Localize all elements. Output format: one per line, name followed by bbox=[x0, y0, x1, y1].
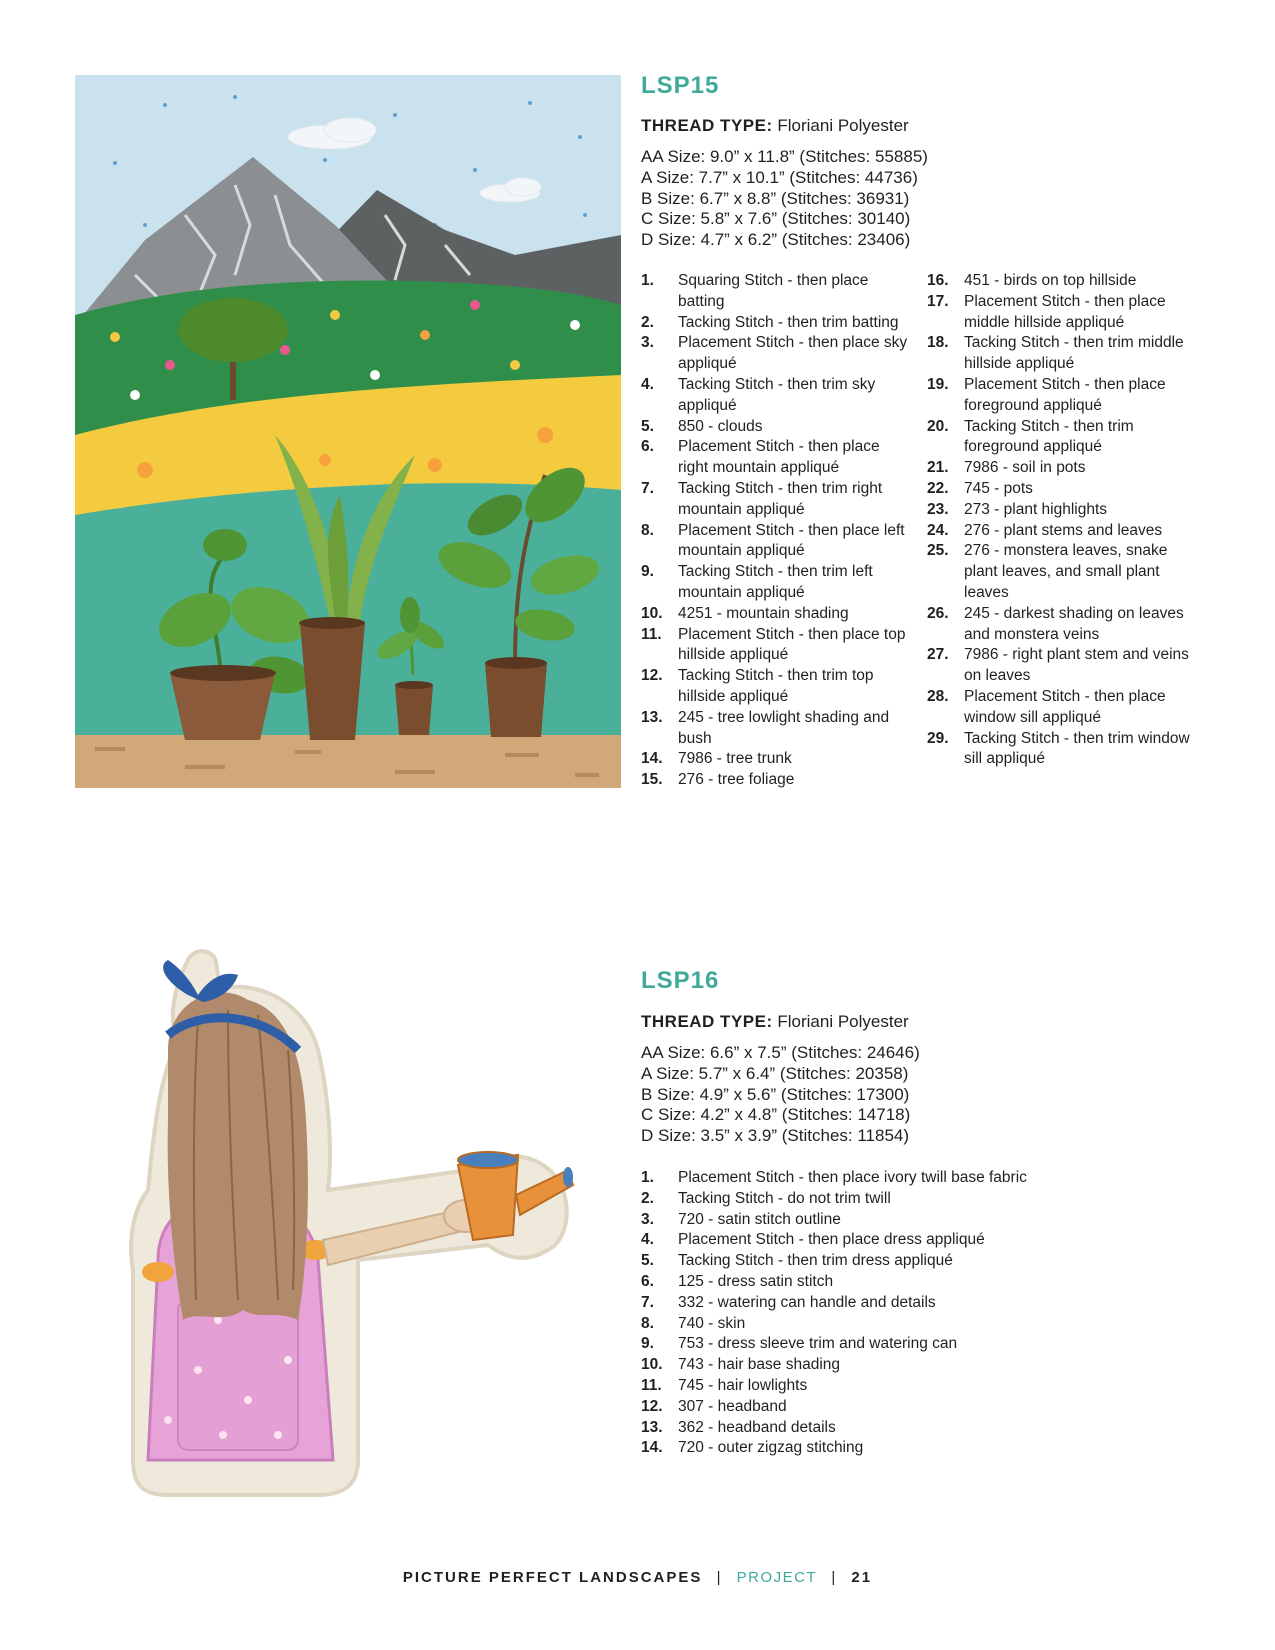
size-line: D Size: 4.7” x 6.2” (Stitches: 23406) bbox=[641, 230, 911, 250]
footer-separator: | bbox=[831, 1569, 838, 1586]
window-sill bbox=[75, 735, 621, 788]
list-item: 24. 276 - plant stems and leaves bbox=[927, 521, 1163, 539]
list-item: 2. Tacking Stitch - then trim batting bbox=[641, 313, 899, 331]
list-item: 29. Tacking Stitch - then trim window sill appliqué bbox=[927, 729, 1190, 768]
list-item: 26. 245 - darkest shading on leaves and monstera veins bbox=[927, 604, 1184, 643]
lsp15-sizes bbox=[641, 147, 928, 251]
lsp15-steps-left bbox=[641, 271, 909, 791]
lsp16-steps bbox=[641, 1168, 1201, 1459]
list-item: 7. Tacking Stitch - then trim right mountain appliqué bbox=[641, 479, 883, 518]
list-item: 25. 276 - monstera leaves, snake plant leaves, and small plant leaves bbox=[927, 542, 1168, 601]
list-item: 4. Placement Stitch - then place dress appliqué bbox=[641, 1231, 985, 1249]
size-line: B Size: 4.9” x 5.6” (Stitches: 17300) bbox=[641, 1084, 910, 1104]
list-item: 10. 743 - hair base shading bbox=[641, 1356, 841, 1374]
list-item: 11. Placement Stitch - then place top hillside appliqué bbox=[641, 625, 906, 664]
small-pot bbox=[395, 685, 433, 735]
right-pot bbox=[485, 663, 547, 737]
size-line: AA Size: 9.0” x 11.8” (Stitches: 55885) bbox=[641, 147, 928, 166]
landscape-embroidery-image bbox=[75, 75, 621, 788]
thread-type-label: THREAD TYPE: bbox=[641, 116, 773, 135]
lsp15-code: LSP15 bbox=[641, 72, 720, 99]
lsp16-code: LSP16 bbox=[641, 967, 720, 994]
lsp15-thread-type bbox=[641, 116, 909, 136]
left-sleeve-trim bbox=[142, 1262, 174, 1282]
lsp15-steps-right bbox=[927, 271, 1195, 770]
page-footer bbox=[0, 1569, 1275, 1586]
list-item: 1. Squaring Stitch - then place batting bbox=[641, 272, 869, 310]
lsp16-thread-type bbox=[641, 1012, 909, 1032]
list-item: 19. Placement Stitch - then place foreground appliqué bbox=[927, 375, 1166, 414]
size-line: C Size: 5.8” x 7.6” (Stitches: 30140) bbox=[641, 209, 911, 229]
list-item: 28. Placement Stitch - then place window sill appliqué bbox=[927, 687, 1166, 726]
list-item: 6. Placement Stitch - then place right mountain appliqué bbox=[641, 438, 880, 477]
list-item: 15. 276 - tree foliage bbox=[641, 771, 795, 789]
list-item: 5. 850 - clouds bbox=[641, 417, 763, 435]
tree-foliage bbox=[178, 298, 288, 362]
list-item: 4. Tacking Stitch - then trim sky appliqué bbox=[641, 375, 876, 414]
list-item: 13. 362 - headband details bbox=[641, 1418, 836, 1436]
list-item: 5. Tacking Stitch - then trim dress appliqué bbox=[641, 1252, 953, 1270]
page-number: 21 bbox=[851, 1569, 873, 1586]
list-item: 9. 753 - dress sleeve trim and watering can bbox=[641, 1335, 958, 1353]
thread-type-value: Floriani Polyester bbox=[777, 116, 909, 135]
list-item: 3. Placement Stitch - then place sky appliqué bbox=[641, 334, 908, 373]
list-item: 10. 4251 - mountain shading bbox=[641, 604, 849, 622]
size-line: C Size: 4.2” x 4.8” (Stitches: 14718) bbox=[641, 1105, 911, 1125]
thread-type-value: Floriani Polyester bbox=[777, 1012, 909, 1031]
list-item: 8. Placement Stitch - then place left mountain appliqué bbox=[641, 521, 905, 560]
list-item: 8. 740 - skin bbox=[641, 1314, 746, 1332]
list-item: 3. 720 - satin stitch outline bbox=[641, 1210, 841, 1228]
list-item: 2. Tacking Stitch - do not trim twill bbox=[641, 1189, 891, 1207]
girl-watering-can-embroidery-image bbox=[128, 940, 598, 1500]
footer-separator: | bbox=[716, 1569, 723, 1586]
list-item: 14. 720 - outer zigzag stitching bbox=[641, 1439, 864, 1457]
list-item: 14. 7986 - tree trunk bbox=[641, 750, 792, 768]
list-item: 22. 745 - pots bbox=[927, 479, 1033, 497]
list-item: 9. Tacking Stitch - then trim left mountain appliqué bbox=[641, 563, 873, 601]
bowl-pot bbox=[170, 673, 275, 740]
size-line: B Size: 6.7” x 8.8” (Stitches: 36931) bbox=[641, 188, 910, 208]
list-item: 23. 273 - plant highlights bbox=[927, 500, 1108, 518]
list-item: 12. Tacking Stitch - then trim top hillside appliqué bbox=[641, 667, 874, 705]
list-item: 21. 7986 - soil in pots bbox=[927, 459, 1086, 477]
list-item: 20. Tacking Stitch - then trim foreground appliqué bbox=[927, 417, 1134, 456]
list-item: 6. 125 - dress satin stitch bbox=[641, 1272, 834, 1290]
size-line: AA Size: 6.6” x 7.5” (Stitches: 24646) bbox=[641, 1043, 920, 1062]
size-line: A Size: 5.7” x 6.4” (Stitches: 20358) bbox=[641, 1063, 909, 1083]
tall-pot bbox=[300, 623, 365, 740]
size-line: D Size: 3.5” x 3.9” (Stitches: 11854) bbox=[641, 1126, 910, 1146]
footer-section: PROJECT bbox=[736, 1569, 818, 1586]
list-item: 27. 7986 - right plant stem and veins on leaves bbox=[927, 646, 1189, 685]
lsp16-sizes bbox=[641, 1043, 920, 1147]
list-item: 16. 451 - birds on top hillside bbox=[927, 272, 1137, 289]
list-item: 13. 245 - tree lowlight shading and bush bbox=[641, 708, 890, 747]
size-line: A Size: 7.7” x 10.1” (Stitches: 44736) bbox=[641, 167, 918, 187]
list-item: 11. 745 - hair lowlights bbox=[641, 1376, 808, 1394]
list-item: 12. 307 - headband bbox=[641, 1397, 787, 1415]
list-item: 17. Placement Stitch - then place middle hillside appliqué bbox=[927, 292, 1166, 331]
footer-title: PICTURE PERFECT LANDSCAPES bbox=[402, 1569, 703, 1586]
list-item: 18. Tacking Stitch - then trim middle hillside appliqué bbox=[927, 334, 1184, 373]
thread-type-label: THREAD TYPE: bbox=[641, 1012, 773, 1031]
list-item: 7. 332 - watering can handle and details bbox=[641, 1293, 936, 1311]
list-item: 1. Placement Stitch - then place ivory twill base fabric bbox=[641, 1169, 1027, 1186]
